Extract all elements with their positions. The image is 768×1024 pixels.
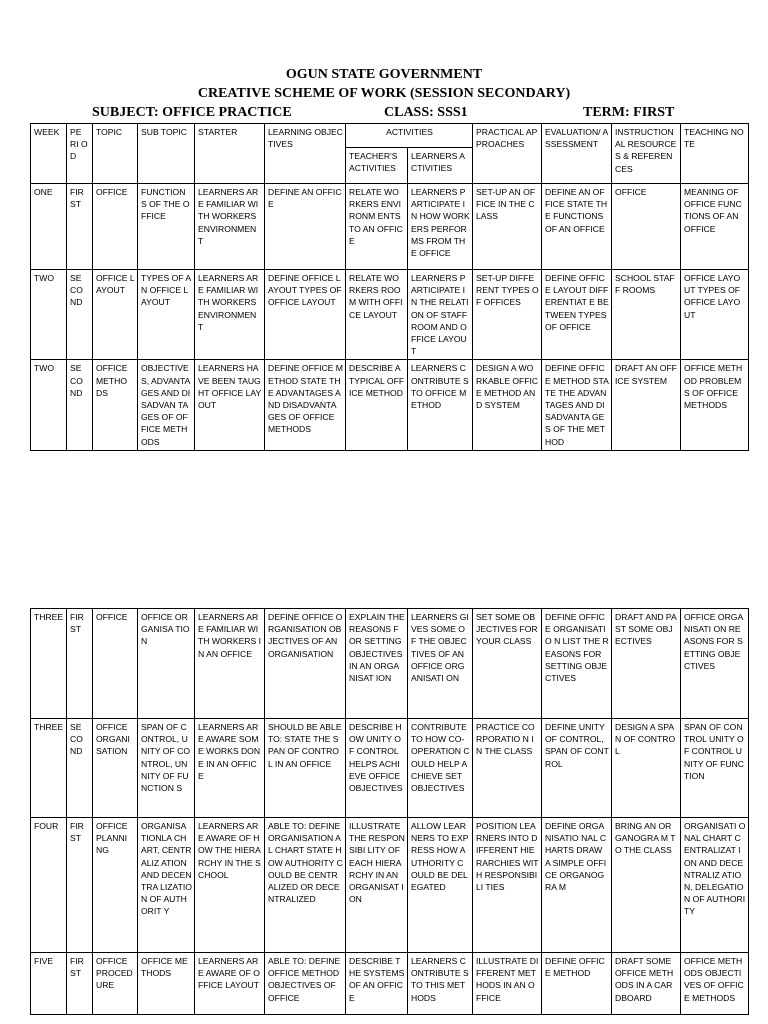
table-cell: MEANING OF OFFICE FUNCTIONS OF AN OFFICE (681, 184, 749, 270)
table-cell: EXPLAIN THE REASONS FOR SETTING OBJECTIVES IN AN ORGANISAT ION (346, 609, 408, 719)
table-cell: SET-UP DIFFERENT TYPES OF OFFICES (473, 270, 542, 360)
table-cell: LEARNERS PARTICIPATE IN THE RELATION OF STAFF ROOM AND OFFICE LAYOUT (408, 270, 473, 360)
table-cell: ILLUSTRATE THE RESPONSIBI LITY OF EACH HIERARCHY IN AN ORGANISAT ION (346, 818, 408, 953)
table-cell: DEFINE OFFICE LAYOUT TYPES OF OFFICE LAYOUT (265, 270, 346, 360)
table-cell: OFFICE METHOD PROBLEMS OF OFFICE METHODS (681, 360, 749, 450)
col-teacher-activities: TEACHER'S ACTIVITIES (346, 148, 408, 184)
table-cell: LEARNERS CONTRIBUTE S TO OFFICE METHOD (408, 360, 473, 450)
table-cell: OFFICE METHODS OBJECTIVES OF OFFICE METHODS (681, 953, 749, 1015)
table-cell: ORGANISA TIONLA CHART, CENTRALIZ ATION AND DECENTRA LIZATION OF AUTHORIT Y (138, 818, 195, 953)
col-starter: STARTER (195, 124, 265, 184)
table-row (31, 184, 749, 270)
table-cell: DEFINE ORGANISATIO NAL CHARTS DRAW A SIMPLE OFFICE ORGANOGRA M (542, 818, 612, 953)
scheme-table-page1 (30, 123, 749, 451)
table-cell: FIR ST (67, 818, 93, 953)
table-cell: LEARNERS ARE FAMILIAR WITH WORKERS ENVIRONMEN T (195, 270, 265, 360)
scheme-table-page2 (30, 608, 749, 1015)
table-cell: DEFINE UNITY OF CONTROL, SPAN OF CONTROL (542, 719, 612, 818)
table-row (31, 270, 749, 360)
table-cell: ILLUSTRATE DIFFERENT METHODS IN AN OFFICE (473, 953, 542, 1015)
table-cell: ABLE TO: DEFINE ORGANISATION AL CHART STATE HOW AUTHORITY COULD BE CENTRALIZED OR DECENTRALIZED (265, 818, 346, 953)
table-cell: DESIGN A SPAN OF CONTROL (612, 719, 681, 818)
table-cell: LEARNERS ARE AWARE OF HOW THE HIERARCHY IN THE SCHOOL (195, 818, 265, 953)
table-row (31, 360, 749, 450)
table-cell: DEFINE OFFICE METHOD STATE THE ADVANTAGES AND DISADVANTAGES OF OFFICE METHODS (265, 360, 346, 450)
table-cell: ALLOW LEARNERS TO EXPRESS HOW AUTHORITY COULD BE DELEGATED (408, 818, 473, 953)
col-subtopic: SUB TOPIC (138, 124, 195, 184)
table-cell: DRAFT AND PAST SOME OBJECTIVES (612, 609, 681, 719)
table-cell: CONTRIBUTE TO HOW CO-OPERATION COULD HELP ACHIEVE SET OBJECTIVES (408, 719, 473, 818)
table-cell: OFFICE LAYOUT TYPES OF OFFICE LAYOUT (681, 270, 749, 360)
table-cell: OFFICE PLANNI NG (93, 818, 138, 953)
table-cell: SPAN OF CONTROL UNITY OF CONTROL UNITY OF FUNCTION (681, 719, 749, 818)
col-week: WEEK (31, 124, 67, 184)
table-cell: FIR ST (67, 953, 93, 1015)
table-cell: DEFINE OFFICE METHOD (542, 953, 612, 1015)
table-cell: LEARNERS ARE FAMILIAR WITH WORKERS IN AN OFFICE (195, 609, 265, 719)
col-learner-activities: LEARNERS ACTIVITIES (408, 148, 473, 184)
table-cell: SE CO ND (67, 270, 93, 360)
document-subtitle: CREATIVE SCHEME OF WORK (SESSION SECONDARY) (197, 86, 571, 101)
term-label: TERM: FIRST (583, 105, 675, 120)
table-cell: PRACTICE CORPORATIO N IN THE CLASS (473, 719, 542, 818)
table-cell: OFFICE ORGANISA TION (138, 609, 195, 719)
table-cell: POSITION LEARNERS INTO DIFFERENT HIERARCHIES WITH RESPONSIBILI TIES (473, 818, 542, 953)
table-cell: SE CO ND (67, 719, 93, 818)
table-cell: LEARNERS PARTICIPATE IN HOW WORKERS PERFORMS FROM THE OFFICE (408, 184, 473, 270)
table-cell: TWO (31, 270, 67, 360)
table-row (31, 719, 749, 818)
table-cell: LEARNERS HAVE BEEN TAUGHT OFFICE LAYOUT (195, 360, 265, 450)
table-cell: DESIGN A WORKABLE OFFICE METHOD AND SYSTEM (473, 360, 542, 450)
table-row (31, 818, 749, 953)
table-cell: LEARNERS CONTRIBUTE S TO THIS METHODS (408, 953, 473, 1015)
table-cell: OFFICE (93, 609, 138, 719)
table-cell: OFFICE PROCED URE (93, 953, 138, 1015)
table-cell: LEARNERS ARE FAMILIAR WITH WORKERS ENVIRONMEN T (195, 184, 265, 270)
table-cell: SET SOME OBJECTIVES FOR YOUR CLASS (473, 609, 542, 719)
table-row (31, 953, 749, 1015)
subject-class-term-row (0, 105, 768, 123)
table-cell: LEARNERS ARE AWARE OF OFFICE LAYOUT (195, 953, 265, 1015)
table-cell: OFFICE (93, 184, 138, 270)
table-cell: ONE (31, 184, 67, 270)
table-cell: LEARNERS ARE AWARE SOME WORKS DONE IN AN OFFICE (195, 719, 265, 818)
table-cell: OFFICE METHODS (138, 953, 195, 1015)
table-cell: OFFICE METHO DS (93, 360, 138, 450)
table-cell: DEFINE OFFICE ORGANISATIO N LIST THE REASONS FOR SETTING OBJECTIVES (542, 609, 612, 719)
col-teaching-note: TEACHING NOTE (681, 124, 749, 184)
col-evaluation: EVALUATION/ ASSESSMENT (542, 124, 612, 184)
table-cell: DEFINE OFFICE LAYOUT DIFFERENTIAT E BETWEEN TYPES OF OFFICE (542, 270, 612, 360)
table-cell: TYPES OF AN OFFICE LAYOUT (138, 270, 195, 360)
table-cell: FIR ST (67, 609, 93, 719)
table-cell: FIR ST (67, 184, 93, 270)
table-cell: SE CO ND (67, 360, 93, 450)
table-cell: SPAN OF CONTROL, UNITY OF CONTROL, UNNITY OF FUNCTION S (138, 719, 195, 818)
table-cell: TWO (31, 360, 67, 450)
table-cell: OBJECTIVE S, ADVANTA GES AND DISADVAN TAGES OF OFFICE METHODS (138, 360, 195, 450)
col-objectives: LEARNING OBJECTIVES (265, 124, 346, 184)
table-cell: OFFICE LAYOUT (93, 270, 138, 360)
table-cell: FOUR (31, 818, 67, 953)
table-cell: ORGANISATI ONAL CHART CENTRALIZAT ION AND DECENTRALIZ ATION, DELEGATION OF AUTHORITY (681, 818, 749, 953)
table-cell: DESCRIBE A TYPICAL OFFICE METHOD (346, 360, 408, 450)
table-cell: SET-UP AN OFFICE IN THE CLASS (473, 184, 542, 270)
table-cell: RELATE WORKERS ENVIRONM ENTS TO AN OFFICE (346, 184, 408, 270)
table-cell: DESCRIBE HOW UNITY OF CONTROL HELPS ACHIEVE OFFICE OBJECTIVES (346, 719, 408, 818)
col-practical: PRACTICAL APPROACHES (473, 124, 542, 184)
table-cell: LEARNERS GIVES SOME OF THE OBJECTIVES OF AN OFFICE ORGANISATI ON (408, 609, 473, 719)
table-cell: BRING AN ORGANOGRA M TO THE CLASS (612, 818, 681, 953)
table-cell: FIVE (31, 953, 67, 1015)
table-cell: RELATE WORKERS ROOM WITH OFFICE LAYOUT (346, 270, 408, 360)
table-cell: DEFINE AN OFFICE STATE THE FUNCTIONS OF AN OFFICE (542, 184, 612, 270)
col-resources: INSTRUCTION AL RESOURCES & REFERENCES (612, 124, 681, 184)
col-activities: ACTIVITIES (346, 124, 473, 148)
table-row (31, 609, 749, 719)
table-cell: ABLE TO: DEFINE OFFICE METHOD OBJECTIVES OF OFFICE (265, 953, 346, 1015)
document-title: OGUN STATE GOVERNMENT (285, 67, 483, 82)
table-cell: DRAFT AN OFFICE SYSTEM (612, 360, 681, 450)
table-cell: SHOULD BE ABLE TO: STATE THE SPAN OF CONTROL IN AN OFFICE (265, 719, 346, 818)
col-topic: TOPIC (93, 124, 138, 184)
table-cell: DEFINE OFFICE ORGANISATION OBJECTIVES OF AN ORGANISATION (265, 609, 346, 719)
class-label: CLASS: SSS1 (384, 105, 468, 120)
col-period: PE RI OD (67, 124, 93, 184)
table-cell: OFFICE ORGANI SATION (93, 719, 138, 818)
subject-label: SUBJECT: OFFICE PRACTICE (92, 105, 292, 120)
table-cell: OFFICE ORGANISATI ON REASONS FOR SETTING OBJECTIVES (681, 609, 749, 719)
table-cell: SCHOOL STAFF ROOMS (612, 270, 681, 360)
table-cell: DEFINE OFFICE METHOD STATE THE ADVANTAGES AND DISADVANTA GES OF THE METHOD (542, 360, 612, 450)
table-cell: OFFICE (612, 184, 681, 270)
table-cell: THREE (31, 609, 67, 719)
table-cell: FUNCTION S OF THE OFFICE (138, 184, 195, 270)
table-cell: THREE (31, 719, 67, 818)
table-cell: DEFINE AN OFFICE (265, 184, 346, 270)
table-cell: DRAFT SOME OFFICE METHODS IN A CARDBOARD (612, 953, 681, 1015)
table-cell: DESCRIBE THE SYSTEMS OF AN OFFICE (346, 953, 408, 1015)
